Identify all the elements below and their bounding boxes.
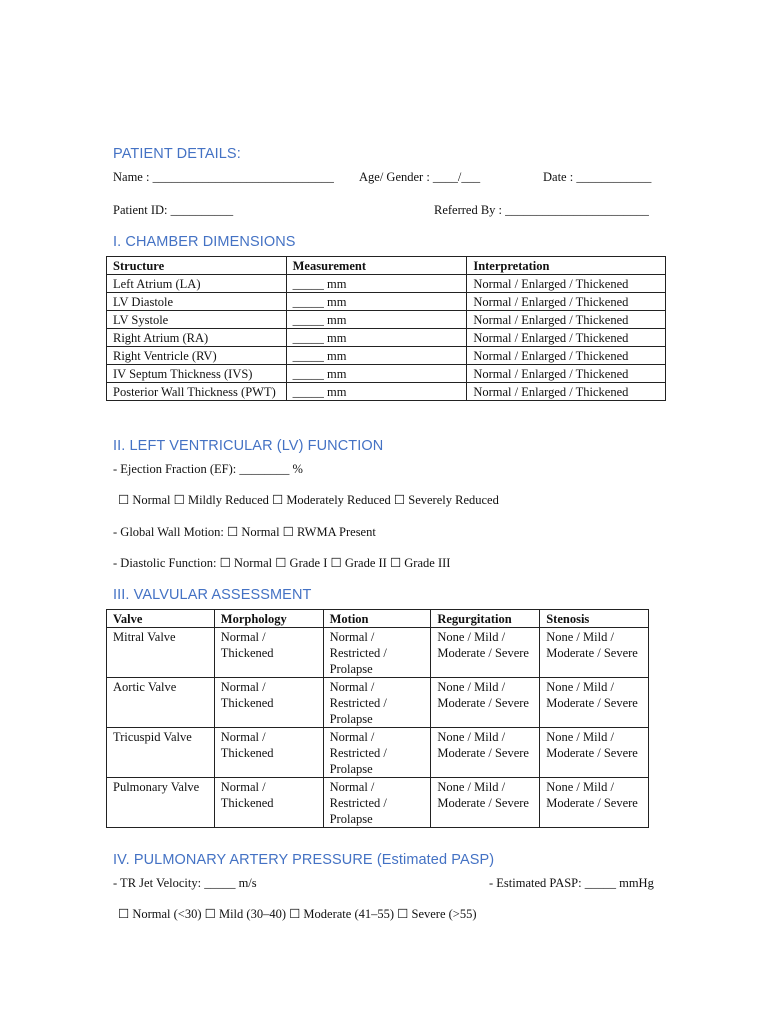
motion-cell: Normal / Restricted / Prolapse: [323, 678, 431, 728]
column-header: Morphology: [214, 610, 323, 628]
motion-cell: Normal / Restricted / Prolapse: [323, 778, 431, 828]
measurement-cell[interactable]: _____ mm: [286, 383, 467, 401]
valvular-assessment-heading: III. VALVULAR ASSESSMENT: [113, 587, 312, 603]
table-row: [107, 728, 649, 778]
age-gender-field[interactable]: Age/ Gender : ____/___: [359, 170, 481, 184]
table-row: [107, 311, 666, 329]
table-row: [107, 329, 666, 347]
chamber-dimensions-heading: I. CHAMBER DIMENSIONS: [113, 234, 296, 250]
regurgitation-cell: None / Mild / Moderate / Severe: [431, 628, 540, 678]
motion-cell: Normal / Restricted / Prolapse: [323, 628, 431, 678]
structure-cell: Right Ventricle (RV): [107, 347, 287, 365]
measurement-cell[interactable]: _____ mm: [286, 311, 467, 329]
chamber-dimensions-table: [106, 256, 666, 401]
table-row: [107, 365, 666, 383]
structure-cell: Left Atrium (LA): [107, 275, 287, 293]
table-row: [107, 778, 649, 828]
tr-jet-velocity-field[interactable]: - TR Jet Velocity: _____ m/s: [113, 876, 257, 890]
pasp-options-checkboxes[interactable]: ☐ Normal (<30) ☐ Mild (30–40) ☐ Moderate (41–55) ☐ Severe (>55): [118, 907, 477, 921]
column-header: Interpretation: [467, 257, 666, 275]
column-header: Stenosis: [540, 610, 649, 628]
valve-cell: Pulmonary Valve: [107, 778, 215, 828]
table-row: [107, 347, 666, 365]
column-header: Valve: [107, 610, 215, 628]
measurement-cell[interactable]: _____ mm: [286, 329, 467, 347]
column-header: Regurgitation: [431, 610, 540, 628]
interpretation-cell: Normal / Enlarged / Thickened: [467, 311, 666, 329]
structure-cell: IV Septum Thickness (IVS): [107, 365, 287, 383]
morphology-cell: Normal / Thickened: [214, 728, 323, 778]
referred-by-field[interactable]: Referred By : _______________________: [434, 203, 649, 217]
table-row: [107, 293, 666, 311]
measurement-cell[interactable]: _____ mm: [286, 275, 467, 293]
interpretation-cell: Normal / Enlarged / Thickened: [467, 383, 666, 401]
table-row: [107, 275, 666, 293]
interpretation-cell: Normal / Enlarged / Thickened: [467, 365, 666, 383]
morphology-cell: Normal / Thickened: [214, 628, 323, 678]
measurement-cell[interactable]: _____ mm: [286, 347, 467, 365]
pasp-heading: IV. PULMONARY ARTERY PRESSURE (Estimated PASP): [113, 852, 495, 868]
patient-id-field[interactable]: Patient ID: __________: [113, 203, 234, 217]
valve-cell: Mitral Valve: [107, 628, 215, 678]
morphology-cell: Normal / Thickened: [214, 678, 323, 728]
column-header: Structure: [107, 257, 287, 275]
column-header: Measurement: [286, 257, 467, 275]
table-row: [107, 628, 649, 678]
ejection-fraction-field[interactable]: - Ejection Fraction (EF): ________ %: [113, 462, 303, 476]
stenosis-cell: None / Mild / Moderate / Severe: [540, 678, 649, 728]
stenosis-cell: None / Mild / Moderate / Severe: [540, 728, 649, 778]
lv-function-heading: II. LEFT VENTRICULAR (LV) FUNCTION: [113, 438, 384, 454]
measurement-cell[interactable]: _____ mm: [286, 365, 467, 383]
structure-cell: Posterior Wall Thickness (PWT): [107, 383, 287, 401]
ef-options-checkboxes[interactable]: ☐ Normal ☐ Mildly Reduced ☐ Moderately Reduced ☐ Severely Reduced: [118, 493, 499, 507]
estimated-pasp-field[interactable]: - Estimated PASP: _____ mmHg: [489, 876, 654, 890]
table-header-row: [107, 257, 666, 275]
valve-cell: Aortic Valve: [107, 678, 215, 728]
morphology-cell: Normal / Thickened: [214, 778, 323, 828]
stenosis-cell: None / Mild / Moderate / Severe: [540, 778, 649, 828]
regurgitation-cell: None / Mild / Moderate / Severe: [431, 728, 540, 778]
measurement-cell[interactable]: _____ mm: [286, 293, 467, 311]
name-field[interactable]: Name : _____________________________: [113, 170, 334, 184]
structure-cell: LV Systole: [107, 311, 287, 329]
regurgitation-cell: None / Mild / Moderate / Severe: [431, 678, 540, 728]
structure-cell: LV Diastole: [107, 293, 287, 311]
wall-motion-checkboxes[interactable]: - Global Wall Motion: ☐ Normal ☐ RWMA Present: [113, 525, 376, 539]
interpretation-cell: Normal / Enlarged / Thickened: [467, 275, 666, 293]
valve-cell: Tricuspid Valve: [107, 728, 215, 778]
interpretation-cell: Normal / Enlarged / Thickened: [467, 293, 666, 311]
regurgitation-cell: None / Mild / Moderate / Severe: [431, 778, 540, 828]
motion-cell: Normal / Restricted / Prolapse: [323, 728, 431, 778]
table-row: [107, 383, 666, 401]
table-header-row: [107, 610, 649, 628]
diastolic-function-checkboxes[interactable]: - Diastolic Function: ☐ Normal ☐ Grade I ☐ Grade II ☐ Grade III: [113, 556, 451, 570]
interpretation-cell: Normal / Enlarged / Thickened: [467, 329, 666, 347]
valvular-assessment-table: [106, 609, 649, 828]
patient-details-heading: PATIENT DETAILS:: [113, 146, 241, 162]
table-row: [107, 678, 649, 728]
structure-cell: Right Atrium (RA): [107, 329, 287, 347]
column-header: Motion: [323, 610, 431, 628]
interpretation-cell: Normal / Enlarged / Thickened: [467, 347, 666, 365]
date-field[interactable]: Date : ____________: [543, 170, 652, 184]
stenosis-cell: None / Mild / Moderate / Severe: [540, 628, 649, 678]
